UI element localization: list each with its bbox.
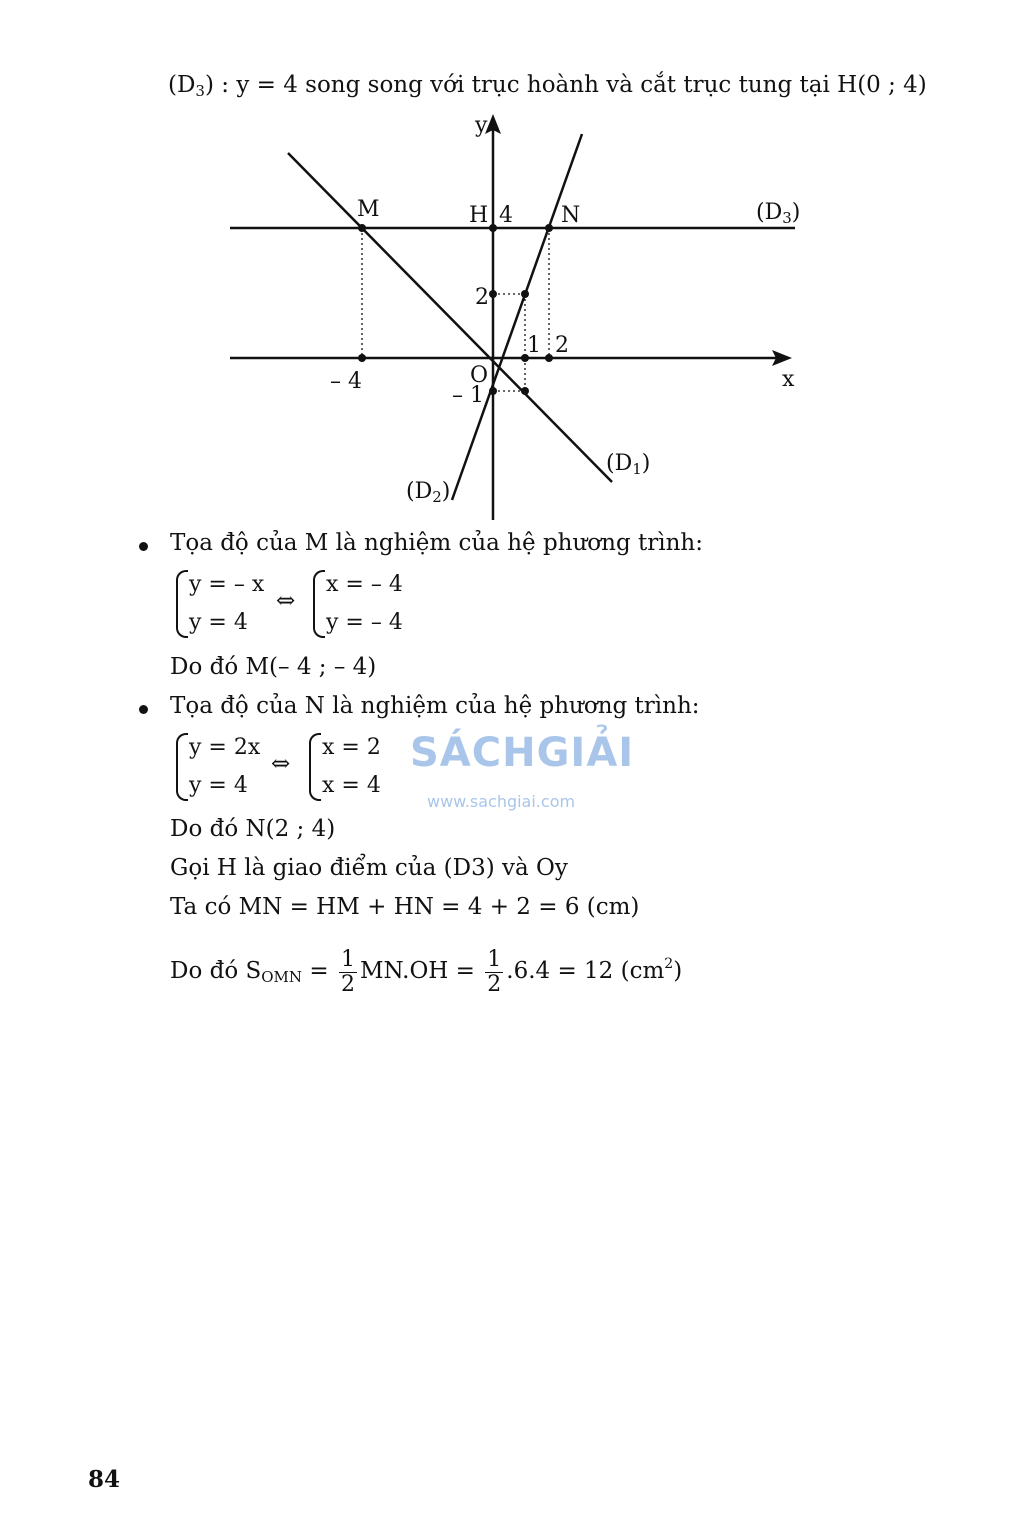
label-tick-2x: 2 [555, 333, 569, 358]
system-m-right: x = – 4 y = – 4 [326, 572, 403, 635]
equiv-m: ⇔ [276, 588, 296, 614]
point-n [545, 224, 553, 232]
system-n-right: x = 2 x = 4 [322, 735, 381, 798]
point-y-neg1 [489, 387, 497, 395]
point-x-neg4 [358, 354, 366, 362]
label-tick-neg4: – 4 [330, 369, 362, 394]
label-n: N [561, 203, 581, 228]
line-h-intersection: Gọi H là giao điểm của (D3) và Oy [170, 855, 568, 881]
line-area: Do đó $S_{OMN}$ = $\frac{1}{2}$ MN.OH = $\frac{1}{2}$ .6.4 = 12 $(cm^2)$ [170, 946, 683, 997]
point-1-neg1 [521, 387, 529, 395]
label-x-axis: x [782, 367, 795, 392]
point-x2 [545, 354, 553, 362]
brace-m-right [313, 570, 325, 638]
bullet-n [139, 705, 148, 714]
page-number: 84 [88, 1466, 121, 1493]
fraction-half-1: $\frac{1}{2}$ [340, 946, 355, 997]
point-m [358, 224, 366, 232]
equiv-n: ⇔ [271, 751, 291, 777]
brace-n-right [309, 733, 321, 801]
label-h: H [469, 203, 489, 228]
heading-n: Tọa độ của N là nghiệm của hệ phương trình: [170, 693, 700, 719]
label-y-axis: y [475, 113, 488, 138]
label-d2: (D2) [406, 479, 451, 506]
conclusion-n: Do đó N(2 ; 4) [170, 816, 336, 842]
brace-n-left [176, 733, 188, 801]
intro-line: $(D_3)$ : y = 4 song song với trục hoành và cắt trục tung tại H(0 ; 4) [168, 72, 927, 100]
label-d1: (D1) [606, 451, 651, 478]
heading-m: Tọa độ của M là nghiệm của hệ phương trình: [170, 530, 703, 556]
fraction-half-2: $\frac{1}{2}$ [487, 946, 502, 997]
label-d3: (D3) [756, 200, 801, 227]
label-4: 4 [499, 203, 513, 228]
watermark-logo: SÁCHGIẢI [410, 730, 635, 776]
line-mn-length: Ta có MN = HM + HN = 4 + 2 = 6 (cm) [170, 894, 640, 920]
watermark-url: www.sachgiai.com [427, 792, 576, 811]
system-n-left: y = 2x y = 4 [189, 735, 261, 798]
label-tick-1: 1 [527, 333, 541, 358]
point-y2 [489, 290, 497, 298]
label-tick-neg1: – 1 [452, 383, 484, 408]
bullet-m [139, 542, 148, 551]
label-m: M [357, 197, 380, 222]
label-tick-2: 2 [475, 285, 489, 310]
coordinate-graph [0, 0, 1024, 540]
point-1-2 [521, 290, 529, 298]
conclusion-m: Do đó M(– 4 ; – 4) [170, 654, 377, 680]
brace-m-left [176, 570, 188, 638]
label-origin: O [470, 363, 489, 388]
line-d2 [452, 134, 582, 500]
point-h [489, 224, 497, 232]
system-m-left: y = – x y = 4 [189, 572, 265, 635]
